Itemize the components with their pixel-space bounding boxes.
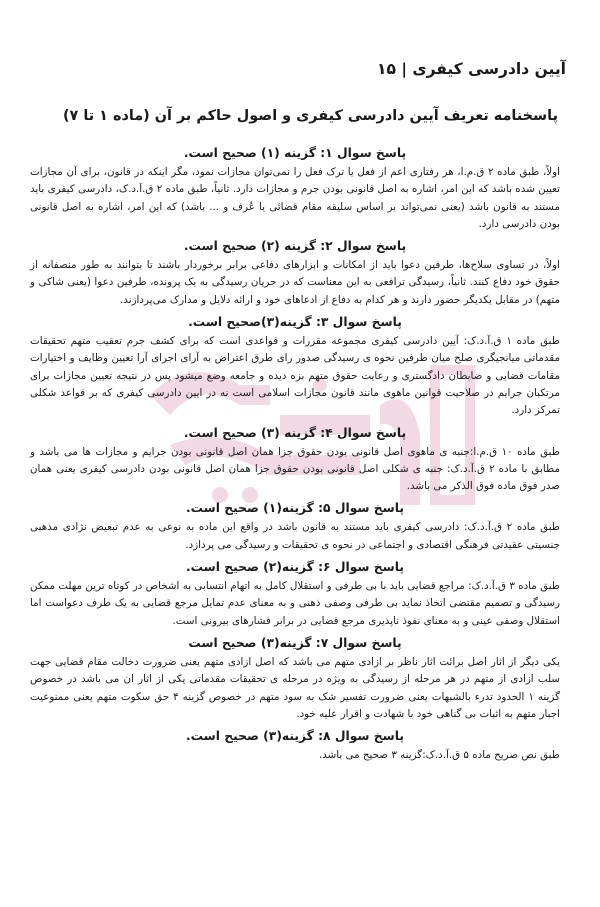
answer-block: [30, 312, 560, 419]
answer-title: پاسخ سوال ۲: گزینه (۲) صحیح است.: [183, 239, 407, 254]
answer-title: پاسخ سوال ۴: گزینه (۳) صحیح است.: [183, 425, 407, 440]
answer-block: [30, 726, 560, 764]
answer-title: پاسخ سوال ۷: گزینه(۳) صحیح است: [188, 635, 402, 650]
answer-block: [30, 498, 560, 554]
running-header: آیین دادرسی کیفری | ۱۵: [377, 60, 566, 78]
answers-list: [30, 143, 560, 767]
answer-title: پاسخ سوال ۱: گزینه (۱) صحیح است.: [183, 146, 407, 160]
answer-block: [30, 557, 560, 630]
answer-block: [30, 143, 560, 233]
answer-title: پاسخ سوال ۵: گزینه(۱) صحیح است.: [185, 501, 404, 516]
answer-paragraph: اولاً، در تساوی سلاح‌ها، طرفین دعوا باید از امکانات و ابزارهای دفاعی برابر برخوردار باشند تا بتوانند به طور منصفانه از حقوق خود دفاع کنند. ثانیاً، رسیدگی ترافعی به این معناست که در جریان رسیدگی به یک پرونده، طرفین دعوا (یعنی شاکی و متهم) در مقابل یکدیگر حضور دارند و هر کدام به دفاع از ادعاهای خود و ارائه دلایل و مدارک می‌پردازند.: [30, 259, 560, 306]
answer-block: [30, 236, 560, 309]
answer-block: [30, 423, 560, 496]
answer-block: [30, 633, 560, 723]
chapter-title: پاسخنامه تعریف آیین دادرسی کیفری و اصول حاکم بر آن (ماده ۱ تا ۷): [62, 108, 558, 124]
answer-title: پاسخ سوال ۸: گزینه(۳) صحیح است.: [185, 729, 404, 744]
answer-title: پاسخ سوال ۳: گزینه(۳)صحیح است.: [188, 315, 402, 330]
answer-paragraph: طبق نص صریح ماده ۵ ق.آ.د.ک:گزینه ۳ صحیح می باشد.: [318, 749, 560, 762]
answer-paragraph: یکی دیگر از اثار اصل برائت اثار ناظر بر ازادی متهم می باشد که اصل ازادی متهم یعنی ضرورت دخالت مقام قضایی جهت سلب ازادی از متهم در هر مرحله از رسیدگی به ویژه در مرحله ی تحقیقات مقدماتی یکی از اثار ان می باشد در خصوص گزینه ۱ الحدود تدرء بالشبهات یعنی ضرورت تفسیر شک به سود متهم در خصوص گزینه ۴ حق سکوت متهم یعنی ممنوعیت اجبار متهم به اثبات بی گناهی خود با شهادت و اقرار علیه خود.: [30, 655, 560, 720]
answer-paragraph: طبق ماده ۱ ق.آ.د.ک: آیین دادرسی کیفری مجموعه مقررات و قواعدی است که برای کشف جرم تعقیب متهم تحقیقات مقدماتی میانجیگری صلح میان طرفین نحوه ی رسیدگی صدور رای طرق اعتراض به آرای اجرای آرا تعیین وظایف و اختیارات مقامات قضایی و ضابطان دادگستری و رعایت حقوق متهم بزه دیده و جامعه وضع میشود پس در نتیجه تعیین مجازات برای مرتکبان جرایم در صلاحیت قوانین ماهوی مانند قانون مجازات اسلامی است نه در ایین دادرسی کیفری که بر قواعد شکلی تمرکز دارد.: [30, 335, 560, 417]
answer-paragraph: طبق ماده ۱۰ ق.م.ا:جنبه ی ماهوی اصل قانونی بودن حقوق جزا همان اصل قانونی بودن جرایم و مجازات ها می باشد و مطابق با ماده ۲ ق.آ.د.ک: جنبه ی شکلی اصل قانونی بودن حقوق جزا همان اصل قانونی بودن دادرسی کیفری یعنی همان صدر فوق ماده فوق الذکر می باشد.: [30, 445, 560, 493]
answer-paragraph: طبق ماده ۲ ق.آ.د.ک: دادرسی کیفری باید مستند به قانون باشد در واقع این ماده به نوعی به عدم تبعیض نژادی مذهبی جنسیتی عقیدتی فرهنگی اقتصادی و اجتماعی در نحوه ی تحقیقات و رسیدگی می پردازد.: [30, 521, 560, 551]
answer-title: پاسخ سوال ۶: گزینه(۲) صحیح است.: [185, 560, 404, 575]
answer-paragraph: طبق ماده ۳ ق.آ.د.ک: مراجع قضایی باید با بی طرفی و استقلال کامل به اتهام انتسابی به اشخاص در کوتاه ترین مهلت ممکن رسیدگی و تصمیم مقتضی اتخاذ نماید بی طرفی وصفی ذهنی و به معنای عدم تمایل مرجع قضایی به یک طرف دعواست اما استقلال وصفی عینی و به معنای نفوذ ناپذیری مرجع قضایی در برابر فشارهای بیرونی است.: [30, 580, 561, 627]
answer-paragraph: اولاً، طبق ماده ۲ ق.م.ا، هر رفتاری اعم از فعل یا ترک فعل را نمی‌توان مجازات نمود، مگر اینکه در قانون، برای آن مجازات تعیین شده باشد که این امر، اشاره به اصل قانونی بودن جرم و مجازات دارد. ثانیاً، طبق ماده ۲ ق.آ.د.ک، دادرسی کیفری باید مستند به قانون باشد (یعنی نمی‌تواند بر اساس سلیقه مقام قضائی یا عُرف و ... باشد) که این امر، اشاره به اصل قانونی بودن دادرسی دارد.: [30, 166, 560, 230]
